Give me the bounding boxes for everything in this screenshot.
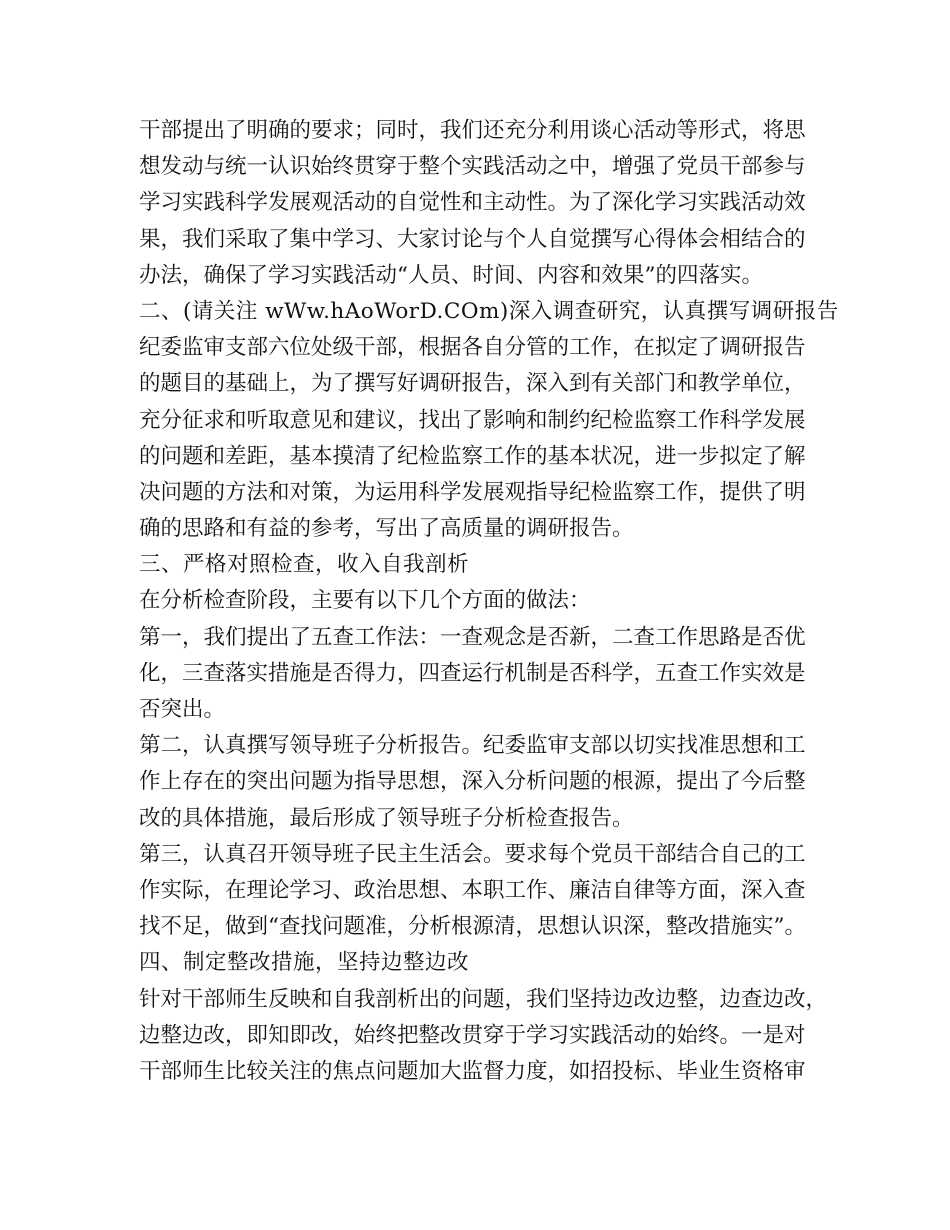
text-line: 干部提出了明确的要求；同时，我们还充分利用谈心活动等形式，将思 — [139, 118, 806, 143]
text-line: 的题目的基础上，为了撰写好调研报告，深入到有关部门和教学单位， — [139, 371, 806, 397]
text-line: 改的具体措施，最后形成了领导班子分析检查报告。 — [139, 805, 634, 831]
text-line: 办法，确保了学习实践活动“人员、时间、内容和效果”的四落实。 — [139, 262, 763, 288]
text-line: 第一，我们提出了五查工作法：一查观念是否新，二查工作思路是否优 — [139, 624, 806, 650]
text-line: 学习实践科学发展观活动的自觉性和主动性。为了深化学习实践活动效 — [139, 190, 806, 216]
text-line: 的问题和差距，基本摸清了纪检监察工作的基本状况，进一步拟定了解 — [139, 443, 806, 469]
document-body — [139, 113, 839, 1090]
section-heading: 四、制定整改措施，坚持边整边改 — [139, 950, 470, 976]
text-line: 找不足，做到“查找问题准，分析根源清，思想认识深，整改措施实”。 — [139, 914, 806, 940]
text-line: 在分析检查阶段，主要有以下几个方面的做法： — [139, 588, 591, 614]
text-line: 想发动与统一认识始终贯穿于整个实践活动之中，增强了党员干部参与 — [139, 154, 806, 180]
text-line: 充分征求和听取意见和建议，找出了影响和制约纪检监察工作科学发展 — [139, 407, 806, 433]
text-line: 第三，认真召开领导班子民主生活会。要求每个党员干部结合自己的工 — [139, 841, 806, 867]
section-heading: 三、严格对照检查，收入自我剖析 — [139, 552, 470, 578]
text-line: 确的思路和有益的参考，写出了高质量的调研报告。 — [139, 516, 634, 542]
section-heading: 二、(请关注 wWw.hAoWorD.COm)深入调查研究，认真撰写调研报告 — [139, 298, 839, 324]
text-line: 否突出。 — [139, 697, 226, 722]
text-line: 化，三查落实措施是否得力，四查运行机制是否科学，五查工作实效是 — [139, 660, 806, 686]
text-line: 干部师生比较关注的焦点问题加大监督力度，如招投标、毕业生资格审 — [139, 1058, 806, 1084]
text-line: 作实际，在理论学习、政治思想、本职工作、廉洁自律等方面，深入查 — [139, 877, 806, 903]
text-line: 针对干部师生反映和自我剖析出的问题，我们坚持边改边整，边查边改， — [139, 986, 828, 1012]
text-line: 决问题的方法和对策，为运用科学发展观指导纪检监察工作，提供了明 — [139, 479, 806, 505]
text-line: 果，我们采取了集中学习、大家讨论与个人自觉撰写心得体会相结合的 — [139, 226, 806, 252]
text-line: 边整边改，即知即改，始终把整改贯穿于学习实践活动的始终。一是对 — [139, 1022, 806, 1048]
text-line: 第二，认真撰写领导班子分析报告。纪委监审支部以切实找准思想和工 — [139, 733, 806, 759]
text-line: 作上存在的突出问题为指导思想，深入分析问题的根源，提出了今后整 — [139, 769, 806, 795]
text-line: 纪委监审支部六位处级干部，根据各自分管的工作，在拟定了调研报告 — [139, 335, 806, 361]
